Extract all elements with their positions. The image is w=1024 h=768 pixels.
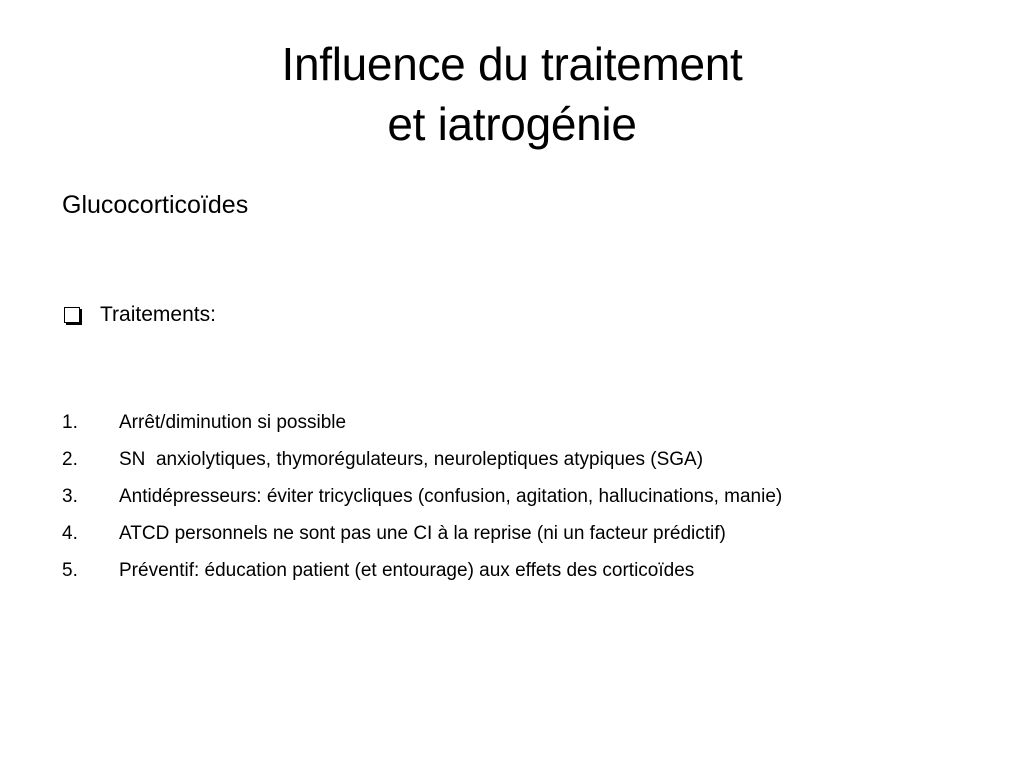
slide-title-line-1: Influence du traitement xyxy=(281,38,743,90)
numbered-list xyxy=(62,404,992,589)
section-heading: Glucocorticoïdes xyxy=(62,191,249,219)
list-item-number: 2. xyxy=(62,449,78,470)
list-item-number: 4. xyxy=(62,523,78,544)
list-item-number: 3. xyxy=(62,486,78,507)
list-item-text: Préventif: éducation patient (et entourage) aux effets des corticoïdes xyxy=(119,560,695,581)
list-item-number: 1. xyxy=(62,412,78,433)
list-item-text: Arrêt/diminution si possible xyxy=(119,412,347,433)
list-item xyxy=(62,441,992,478)
list-item xyxy=(62,404,992,441)
list-item-text: ATCD personnels ne sont pas une CI à la reprise (ni un facteur prédictif) xyxy=(119,523,726,544)
list-item xyxy=(62,552,992,589)
bullet-item xyxy=(62,300,216,330)
list-item-text: Antidépresseurs: éviter tricycliques (confusion, agitation, hallucinations, manie) xyxy=(119,486,783,507)
list-item xyxy=(62,515,992,552)
list-item-number: 5. xyxy=(62,560,78,581)
bullet-label: Traitements: xyxy=(100,303,216,326)
list-item xyxy=(62,478,992,515)
list-item-text: SN anxiolytiques, thymorégulateurs, neuroleptiques atypiques (SGA) xyxy=(119,449,704,470)
checkbox-icon xyxy=(64,307,80,323)
slide-title-line-2: et iatrogénie xyxy=(387,98,637,150)
slide-title xyxy=(0,34,1024,154)
